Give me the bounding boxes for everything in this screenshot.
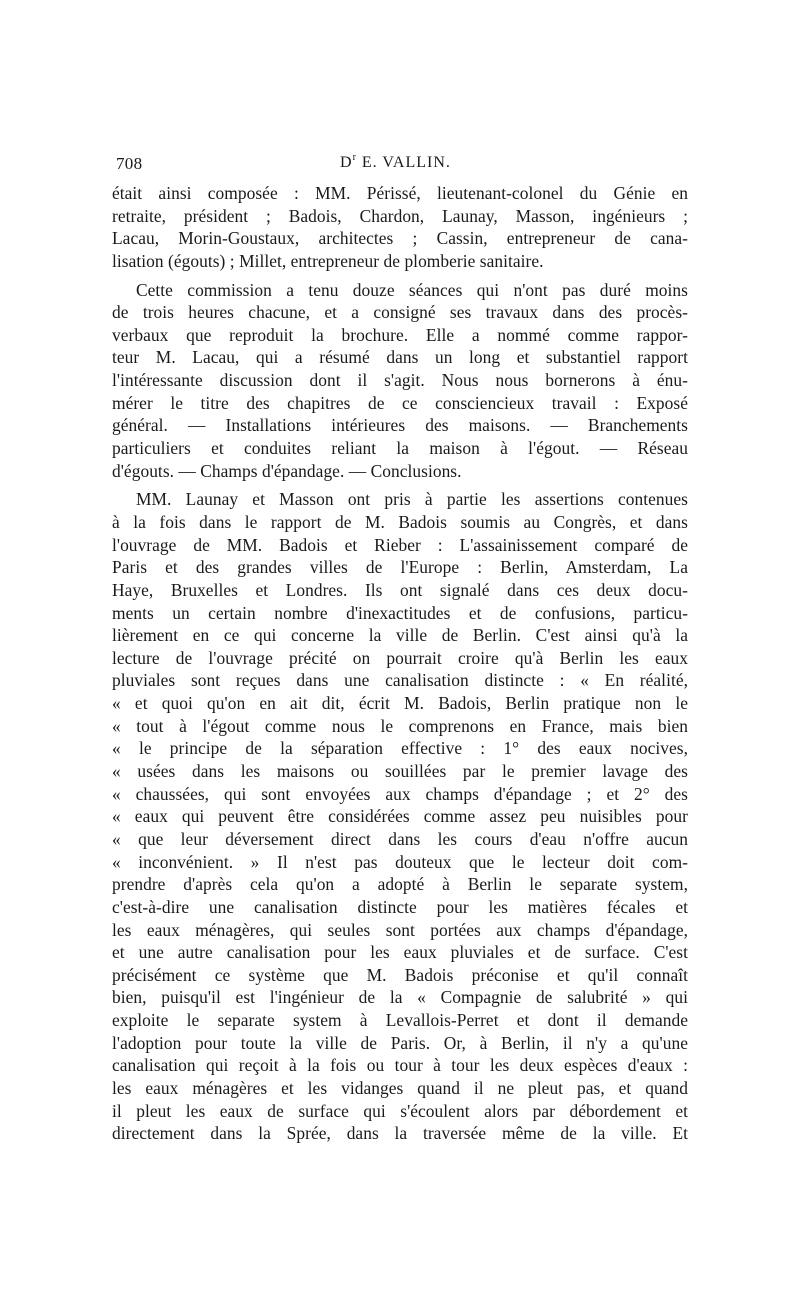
text-line: bien, puisqu'il est l'ingénieur de la « Compagnie de salubrité » qui bbox=[112, 987, 688, 1008]
text-line: exploite le separate system à Levallois-Perret et dont il demande bbox=[112, 1010, 688, 1031]
paragraph-1 bbox=[112, 182, 688, 273]
text-line: à la fois dans le rapport de M. Badois soumis au Congrès, et dans bbox=[112, 511, 688, 532]
author-superscript: r bbox=[352, 152, 357, 163]
book-page bbox=[112, 150, 688, 1145]
text-line: c'est-à-dire une canalisation distincte pour les matières fécales et bbox=[112, 896, 688, 917]
text-line: les eaux ménagères, qui seules sont portées aux champs d'épandage, bbox=[112, 919, 688, 940]
text-line: prendre d'après cela qu'on a adopté à Berlin le separate system, bbox=[112, 874, 688, 895]
text-line: d'égouts. — Champs d'épandage. — Conclusions. bbox=[112, 460, 462, 481]
text-line: lièrement en ce qui concerne la ville de Berlin. C'est ainsi qu'à la bbox=[112, 625, 688, 646]
text-line: ments un certain nombre d'inexactitudes et de confusions, particu- bbox=[112, 602, 688, 623]
text-line: verbaux que reproduit la brochure. Elle a nommé comme rappor- bbox=[112, 324, 688, 345]
paragraph-3 bbox=[112, 488, 688, 1145]
text-line: l'ouvrage de MM. Badois et Rieber : L'assainissement comparé de bbox=[112, 534, 688, 555]
text-line: et une autre canalisation pour les eaux pluviales et de surface. C'est bbox=[112, 942, 688, 963]
text-line: mérer le titre des chapitres de ce consciencieux travail : Exposé bbox=[112, 392, 688, 413]
text-line: précisément ce système que M. Badois préconise et qu'il connaît bbox=[112, 964, 688, 985]
page-header bbox=[112, 150, 688, 176]
text-line: Cette commission a tenu douze séances qui n'ont pas duré moins bbox=[136, 279, 688, 300]
page-number: 708 bbox=[116, 154, 143, 173]
text-line: Haye, Bruxelles et Londres. Ils ont signalé dans ces deux docu- bbox=[112, 579, 688, 600]
text-line: il pleut les eaux de surface qui s'écoulent alors par débordement et bbox=[112, 1100, 688, 1121]
text-line: directement dans la Sprée, dans la traversée même de la ville. Et bbox=[112, 1123, 688, 1144]
text-line: Paris et des grandes villes de l'Europe : Berlin, Amsterdam, La bbox=[112, 557, 688, 578]
text-line: MM. Launay et Masson ont pris à partie les assertions contenues bbox=[136, 489, 688, 510]
author-name: E. VALLIN. bbox=[356, 154, 451, 171]
text-line: l'adoption pour toute la ville de Paris. Or, à Berlin, il n'y a qu'une bbox=[112, 1032, 688, 1053]
text-line: retraite, président ; Badois, Chardon, Launay, Masson, ingénieurs ; bbox=[112, 205, 688, 226]
text-line: les eaux ménagères et les vidanges quand il ne pleut pas, et quand bbox=[112, 1077, 688, 1098]
text-line: lecture de l'ouvrage précité on pourrait croire qu'à Berlin les eaux bbox=[112, 647, 688, 668]
text-line: « chaussées, qui sont envoyées aux champs d'épandage ; et 2° des bbox=[112, 783, 688, 804]
text-line: « que leur déversement direct dans les cours d'eau n'offre aucun bbox=[112, 828, 688, 849]
author-prefix: D bbox=[340, 154, 353, 171]
text-line: l'intéressante discussion dont il s'agit. Nous nous bornerons à énu- bbox=[112, 370, 688, 391]
text-line: « inconvénient. » Il n'est pas douteux que le lecteur doit com- bbox=[112, 851, 688, 872]
text-line: teur M. Lacau, qui a résumé dans un long et substantiel rapport bbox=[112, 347, 688, 368]
text-line: de trois heures chacune, et a consigné ses travaux dans des procès- bbox=[112, 302, 688, 323]
text-line: « le principe de la séparation effective : 1° des eaux nocives, bbox=[112, 738, 688, 759]
text-line: « et quoi qu'on en ait dit, écrit M. Badois, Berlin pratique non le bbox=[112, 693, 688, 714]
text-line: « eaux qui peuvent être considérées comme assez peu nuisibles pour bbox=[112, 806, 688, 827]
running-head bbox=[340, 154, 451, 172]
text-line: Lacau, Morin-Goustaux, architectes ; Cassin, entrepreneur de cana- bbox=[112, 228, 688, 249]
paragraph-2 bbox=[112, 279, 688, 483]
text-line: lisation (égouts) ; Millet, entrepreneur de plomberie sanitaire. bbox=[112, 250, 544, 271]
text-line: général. — Installations intérieures des maisons. — Branchements bbox=[112, 415, 688, 436]
text-line: particuliers et conduites reliant la maison à l'égout. — Réseau bbox=[112, 438, 688, 459]
text-line: pluviales sont reçues dans une canalisation distincte : « En réalité, bbox=[112, 670, 688, 691]
body-text bbox=[112, 182, 688, 1145]
text-line: était ainsi composée : MM. Périssé, lieutenant-colonel du Génie en bbox=[112, 183, 688, 203]
text-line: « usées dans les maisons ou souillées par le premier lavage des bbox=[112, 761, 688, 782]
text-line: « tout à l'égout comme nous le comprenons en France, mais bien bbox=[112, 715, 688, 736]
text-line: canalisation qui reçoit à la fois ou tour à tour les deux espèces d'eaux : bbox=[112, 1055, 688, 1076]
